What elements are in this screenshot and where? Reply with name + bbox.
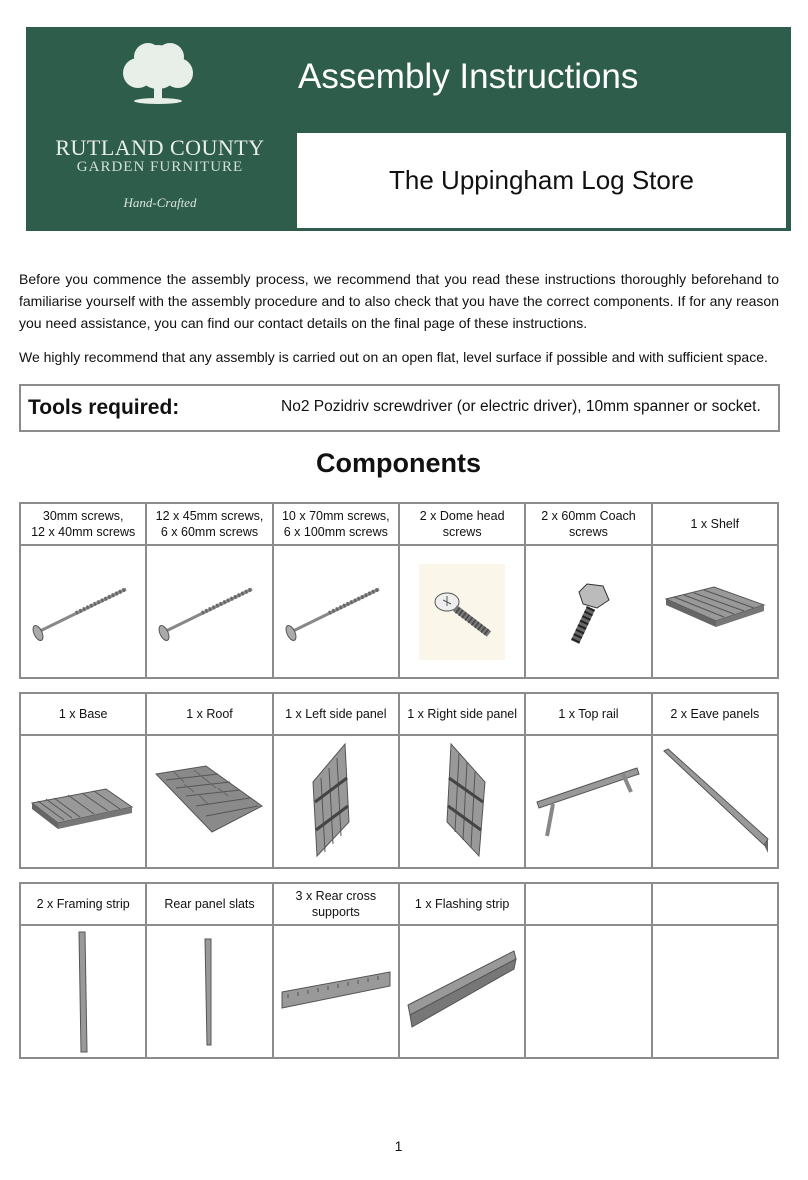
row1-component-label: 12 x 45mm screws, 6 x 60mm screws [146, 503, 272, 545]
top-rail-icon [526, 762, 650, 842]
component-image-cell [20, 545, 146, 678]
coach-screw-icon [526, 572, 650, 652]
row2-component-label: 1 x Top rail [525, 693, 651, 735]
subtitle-box [296, 132, 787, 229]
row1-component-label: 1 x Shelf [652, 503, 778, 545]
row1-component-label: 2 x Dome head screws [399, 503, 525, 545]
tools-label: Tools required: [28, 396, 180, 419]
rear-panel-slat-icon [147, 937, 271, 1047]
components-table-3 [19, 882, 779, 1059]
company-logo [26, 27, 294, 231]
row3-component-label: Rear panel slats [146, 883, 272, 925]
row2-component-label: 2 x Eave panels [652, 693, 778, 735]
component-image-cell [273, 545, 399, 678]
row2-component-label: 1 x Right side panel [399, 693, 525, 735]
page-number: 1 [394, 1138, 403, 1154]
rear-cross-support-icon [274, 962, 398, 1022]
roof-icon [147, 762, 271, 842]
row1-component-label: 30mm screws, 12 x 40mm screws [20, 503, 146, 545]
brand-tagline: Hand-Crafted [123, 195, 197, 210]
row3-component-label: 2 x Framing strip [20, 883, 146, 925]
framing-strip-icon [21, 930, 145, 1054]
component-image-cell [399, 925, 525, 1058]
product-title: The Uppingham Log Store [389, 165, 694, 195]
component-image-cell [273, 925, 399, 1058]
flashing-strip-icon [400, 947, 524, 1037]
components-table-1 [19, 502, 779, 679]
row2-component-label: 1 x Base [20, 693, 146, 735]
long-screw-icon [21, 577, 145, 647]
right-side-panel-icon [400, 742, 524, 862]
left-side-panel-icon [274, 742, 398, 862]
component-image-cell [146, 925, 272, 1058]
intro-paragraph-1: Before you commence the assembly process, we recommend that you read these instructions thoroughly beforehand to familiarise yourself with the assembly procedure and to also check that you have the correct components. If for any reason you need assistance, you can find our contact details on the final page of these instructions. [19, 271, 779, 331]
component-image-cell [652, 735, 778, 868]
component-image-cell [273, 735, 399, 868]
long-screw-icon [147, 577, 271, 647]
component-image-cell [525, 735, 651, 868]
component-image-cell [20, 735, 146, 868]
base-icon [21, 767, 145, 837]
long-screw-icon [274, 577, 398, 647]
document-title: Assembly Instructions [298, 57, 639, 96]
row2-component-label: 1 x Roof [146, 693, 272, 735]
tools-box [19, 384, 780, 432]
brand-name: RUTLAND COUNTY [55, 135, 265, 160]
oak-tree-icon [26, 27, 294, 131]
brand-subname: GARDEN FURNITURE [76, 159, 244, 175]
header-banner [26, 27, 791, 231]
row3-component-label [652, 883, 778, 925]
components-heading: Components [316, 448, 481, 478]
component-image-cell [652, 925, 778, 1058]
component-image-cell [20, 925, 146, 1058]
components-table-2 [19, 692, 779, 869]
intro-paragraph-2: We highly recommend that any assembly is carried out on an open flat, level surface if possible and with sufficient space. [19, 349, 768, 365]
row1-component-label: 2 x 60mm Coach screws [525, 503, 651, 545]
row3-component-label [525, 883, 651, 925]
component-image-cell [146, 545, 272, 678]
component-image-cell [525, 545, 651, 678]
dome-head-screw-icon [400, 564, 524, 660]
row3-component-label: 3 x Rear cross supports [273, 883, 399, 925]
row1-component-label: 10 x 70mm screws, 6 x 100mm screws [273, 503, 399, 545]
component-image-cell [399, 735, 525, 868]
component-image-cell [525, 925, 651, 1058]
component-image-cell [399, 545, 525, 678]
row3-component-label: 1 x Flashing strip [399, 883, 525, 925]
row2-component-label: 1 x Left side panel [273, 693, 399, 735]
eave-panel-icon [653, 747, 777, 857]
shelf-icon [653, 577, 777, 647]
tools-list: No2 Pozidriv screwdriver (or electric driver), 10mm spanner or socket. [281, 398, 761, 415]
component-image-cell [146, 735, 272, 868]
component-image-cell [652, 545, 778, 678]
